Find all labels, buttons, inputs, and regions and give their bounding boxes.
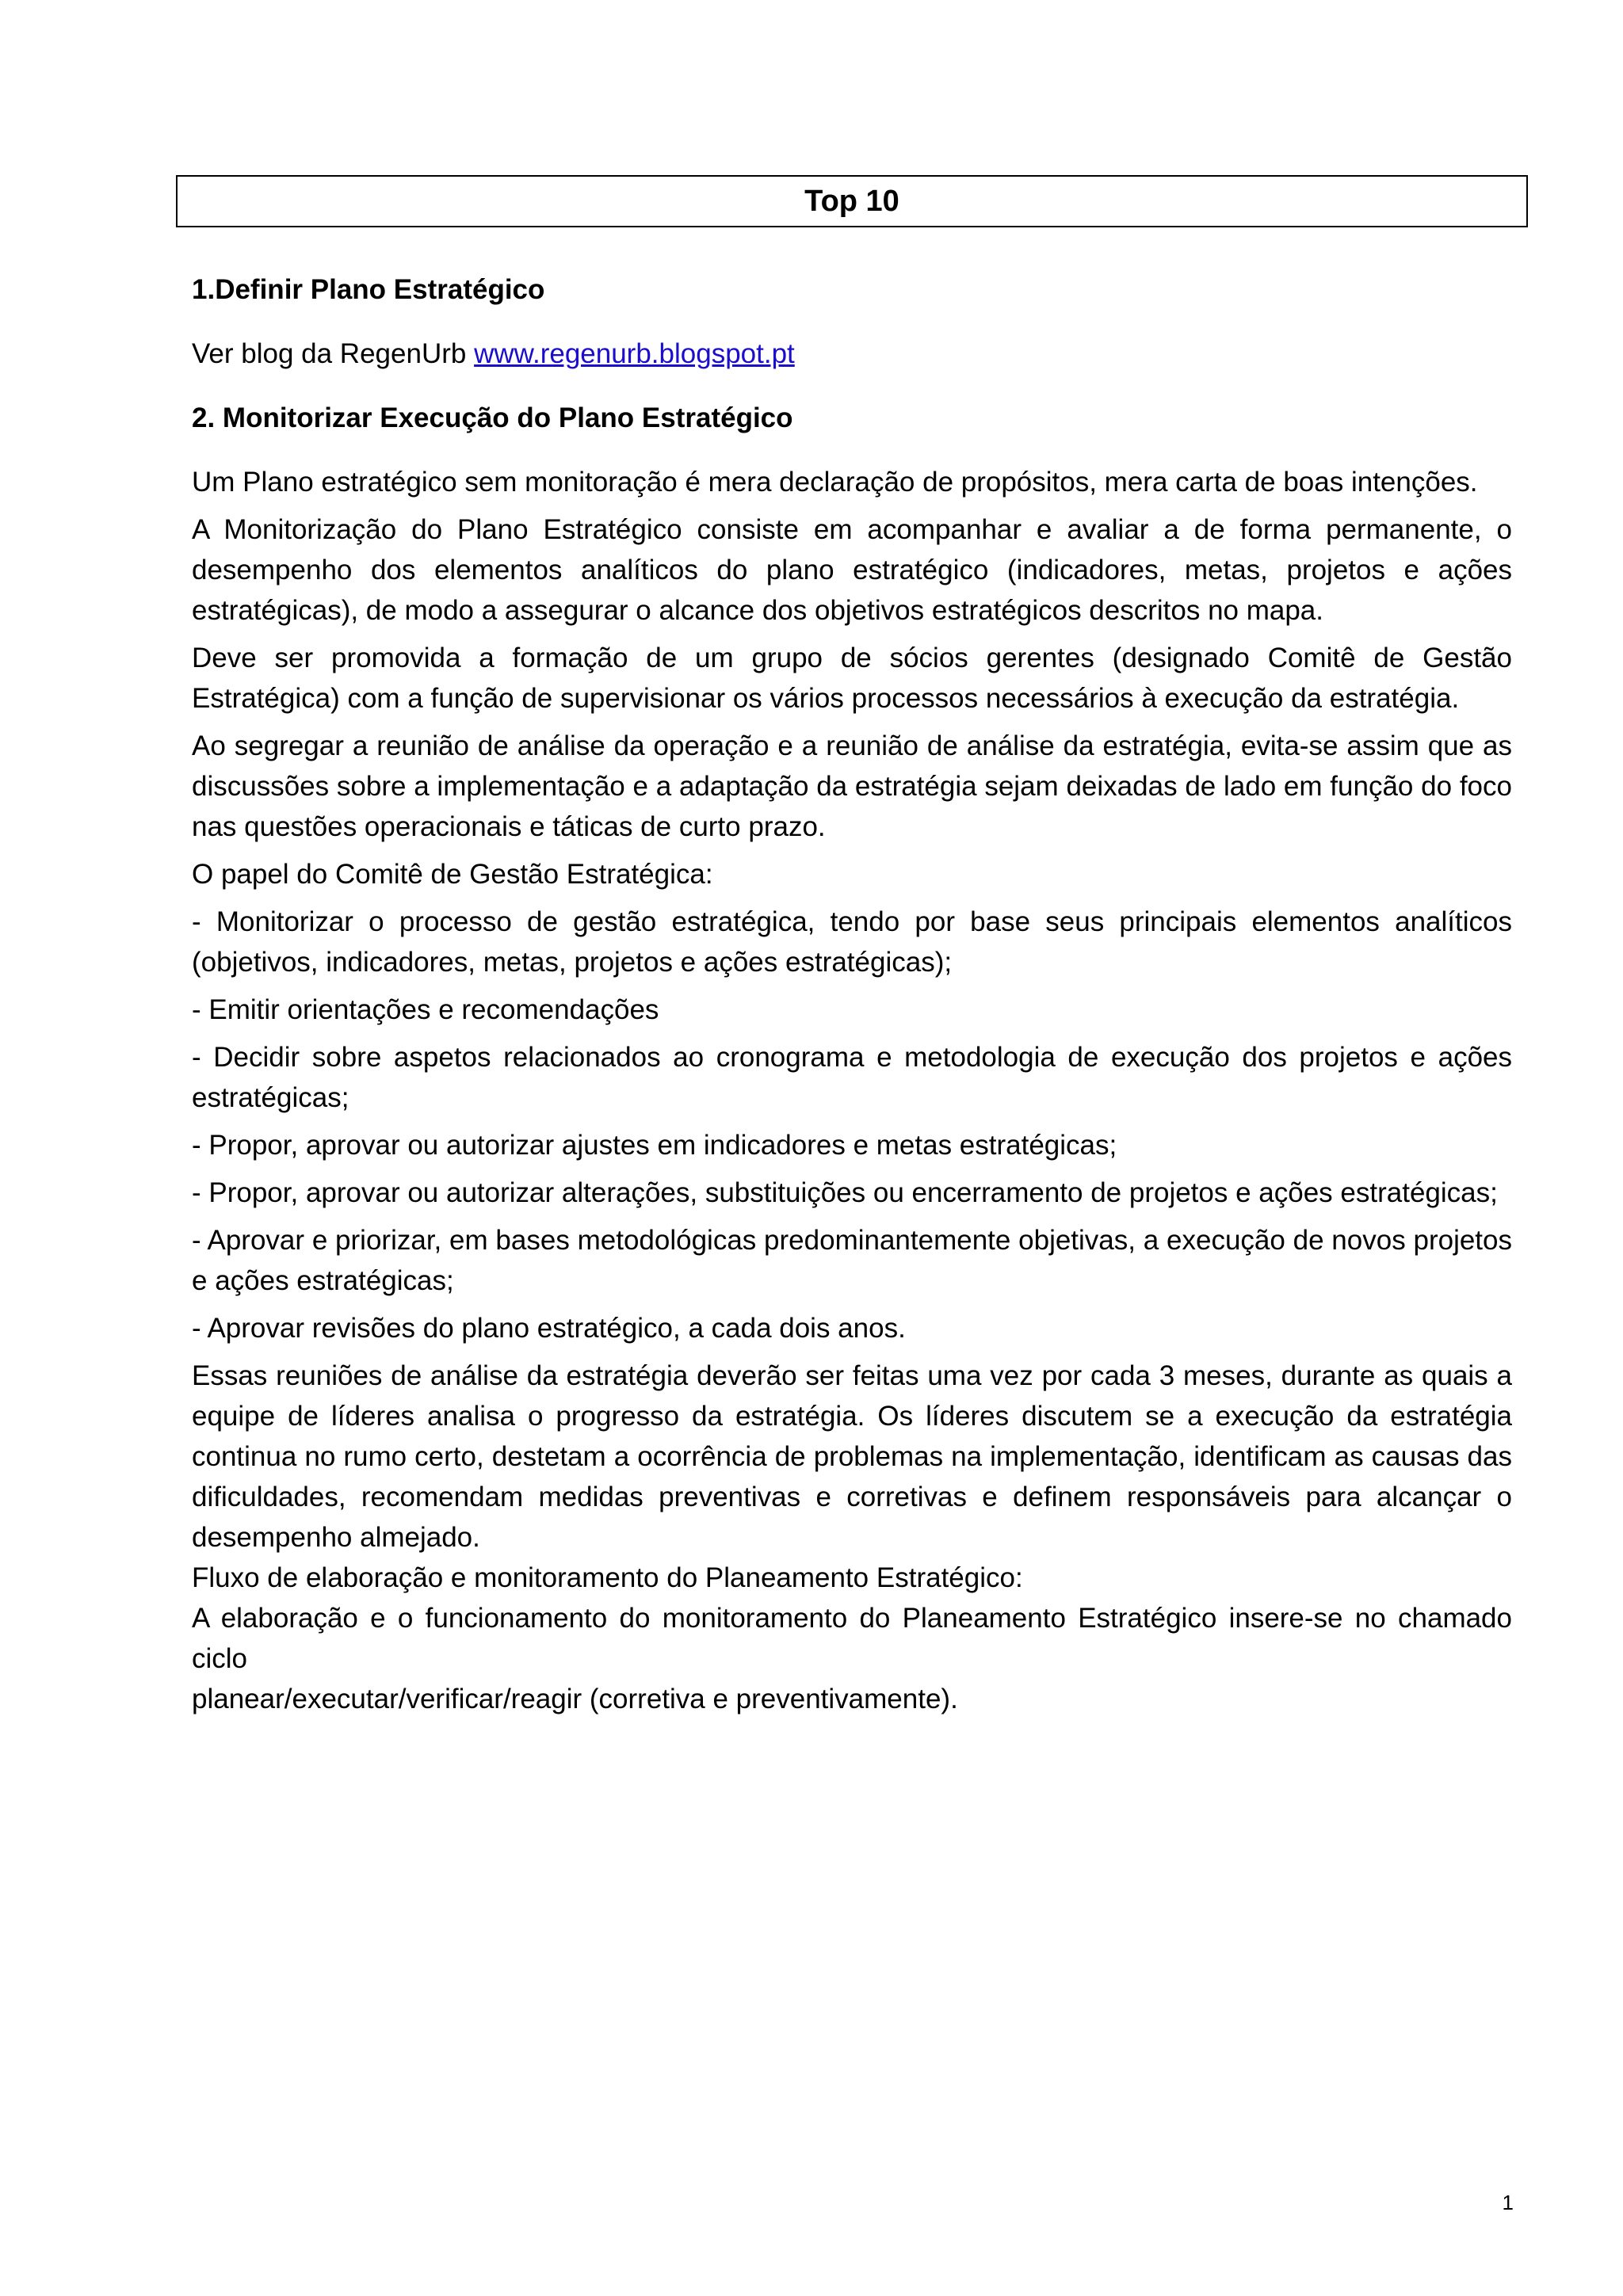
list-item-schedule: - Decidir sobre aspetos relacionados ao cronograma e metodologia de execução dos projetos e ações estratégicas; <box>192 1042 1512 1113</box>
page-number: 1 <box>1502 2191 1514 2214</box>
section-1-heading: 1.Definir Plano Estratégico <box>192 274 545 305</box>
list-item-revisions: - Aprovar revisões do plano estratégico, a cada dois anos. <box>192 1313 906 1344</box>
blog-link[interactable]: www.regenurb.blogspot.pt <box>474 338 795 369</box>
list-item-adjustments: - Propor, aprovar ou autorizar ajustes em indicadores e metas estratégicas; <box>192 1130 1117 1161</box>
document-title: Top 10 <box>176 175 1528 227</box>
paragraph-intro: Um Plano estratégico sem monitoração é mera declaração de propósitos, mera carta de boas intenções. <box>192 467 1478 498</box>
paragraph-meeting-segregation: Ao segregar a reunião de análise da operação e a reunião de análise da estratégia, evita-se assim que as discussões sobre a implementação e a adaptação da estratégia sejam deixadas de lado em função do foco nas questões operacionais e táticas de curto prazo. <box>192 730 1512 842</box>
paragraph-committee-role-title: O papel do Comitê de Gestão Estratégica: <box>192 859 713 890</box>
paragraph-cycle: A elaboração e o funcionamento do monitoramento do Planeamento Estratégico insere-se no chamado ciclo <box>192 1603 1512 1674</box>
paragraph-review-meetings: Essas reuniões de análise da estratégia deverão ser feitas uma vez por cada 3 meses, durante as quais a equipe de líderes analisa o progresso da estratégia. Os líderes discutem se a execução da estratégia continua no rumo certo, destetam a ocorrência de problemas na implementação, identificam as causas das dificuldades, recomendam medidas preventivas e corretivas e definem responsáveis para alcançar o desempenho almejado. <box>192 1360 1512 1553</box>
document-body <box>192 269 1512 1719</box>
paragraph-monitoring-definition: A Monitorização do Plano Estratégico consiste em acompanhar e avaliar a de forma permanente, o desempenho dos elementos analíticos do plano estratégico (indicadores, metas, projetos e ações estratégicas), de modo a assegurar o alcance dos objetivos estratégicos descritos no mapa. <box>192 514 1512 626</box>
list-item-changes: - Propor, aprovar ou autorizar alterações, substituições ou encerramento de projetos e ações estratégicas; <box>192 1177 1498 1208</box>
list-item-prioritize: - Aprovar e priorizar, em bases metodológicas predominantemente objetivas, a execução de novos projetos e ações estratégicas; <box>192 1225 1512 1296</box>
paragraph-flow-title: Fluxo de elaboração e monitoramento do Planeamento Estratégico: <box>192 1562 1023 1593</box>
blog-reference <box>192 334 1512 374</box>
paragraph-cycle-steps: planear/executar/verificar/reagir (corretiva e preventivamente). <box>192 1684 958 1714</box>
list-item-guidance: - Emitir orientações e recomendações <box>192 994 659 1025</box>
paragraph-committee-formation: Deve ser promovida a formação de um grupo de sócios gerentes (designado Comitê de Gestão Estratégica) com a função de supervisionar os vários processos necessários à execução da estratégia. <box>192 643 1512 714</box>
section-2-heading: 2. Monitorizar Execução do Plano Estratégico <box>192 402 793 433</box>
blog-reference-text: Ver blog da RegenUrb <box>192 338 475 369</box>
list-item-monitor: - Monitorizar o processo de gestão estratégica, tendo por base seus principais elementos analíticos (objetivos, indicadores, metas, projetos e ações estratégicas); <box>192 906 1512 978</box>
